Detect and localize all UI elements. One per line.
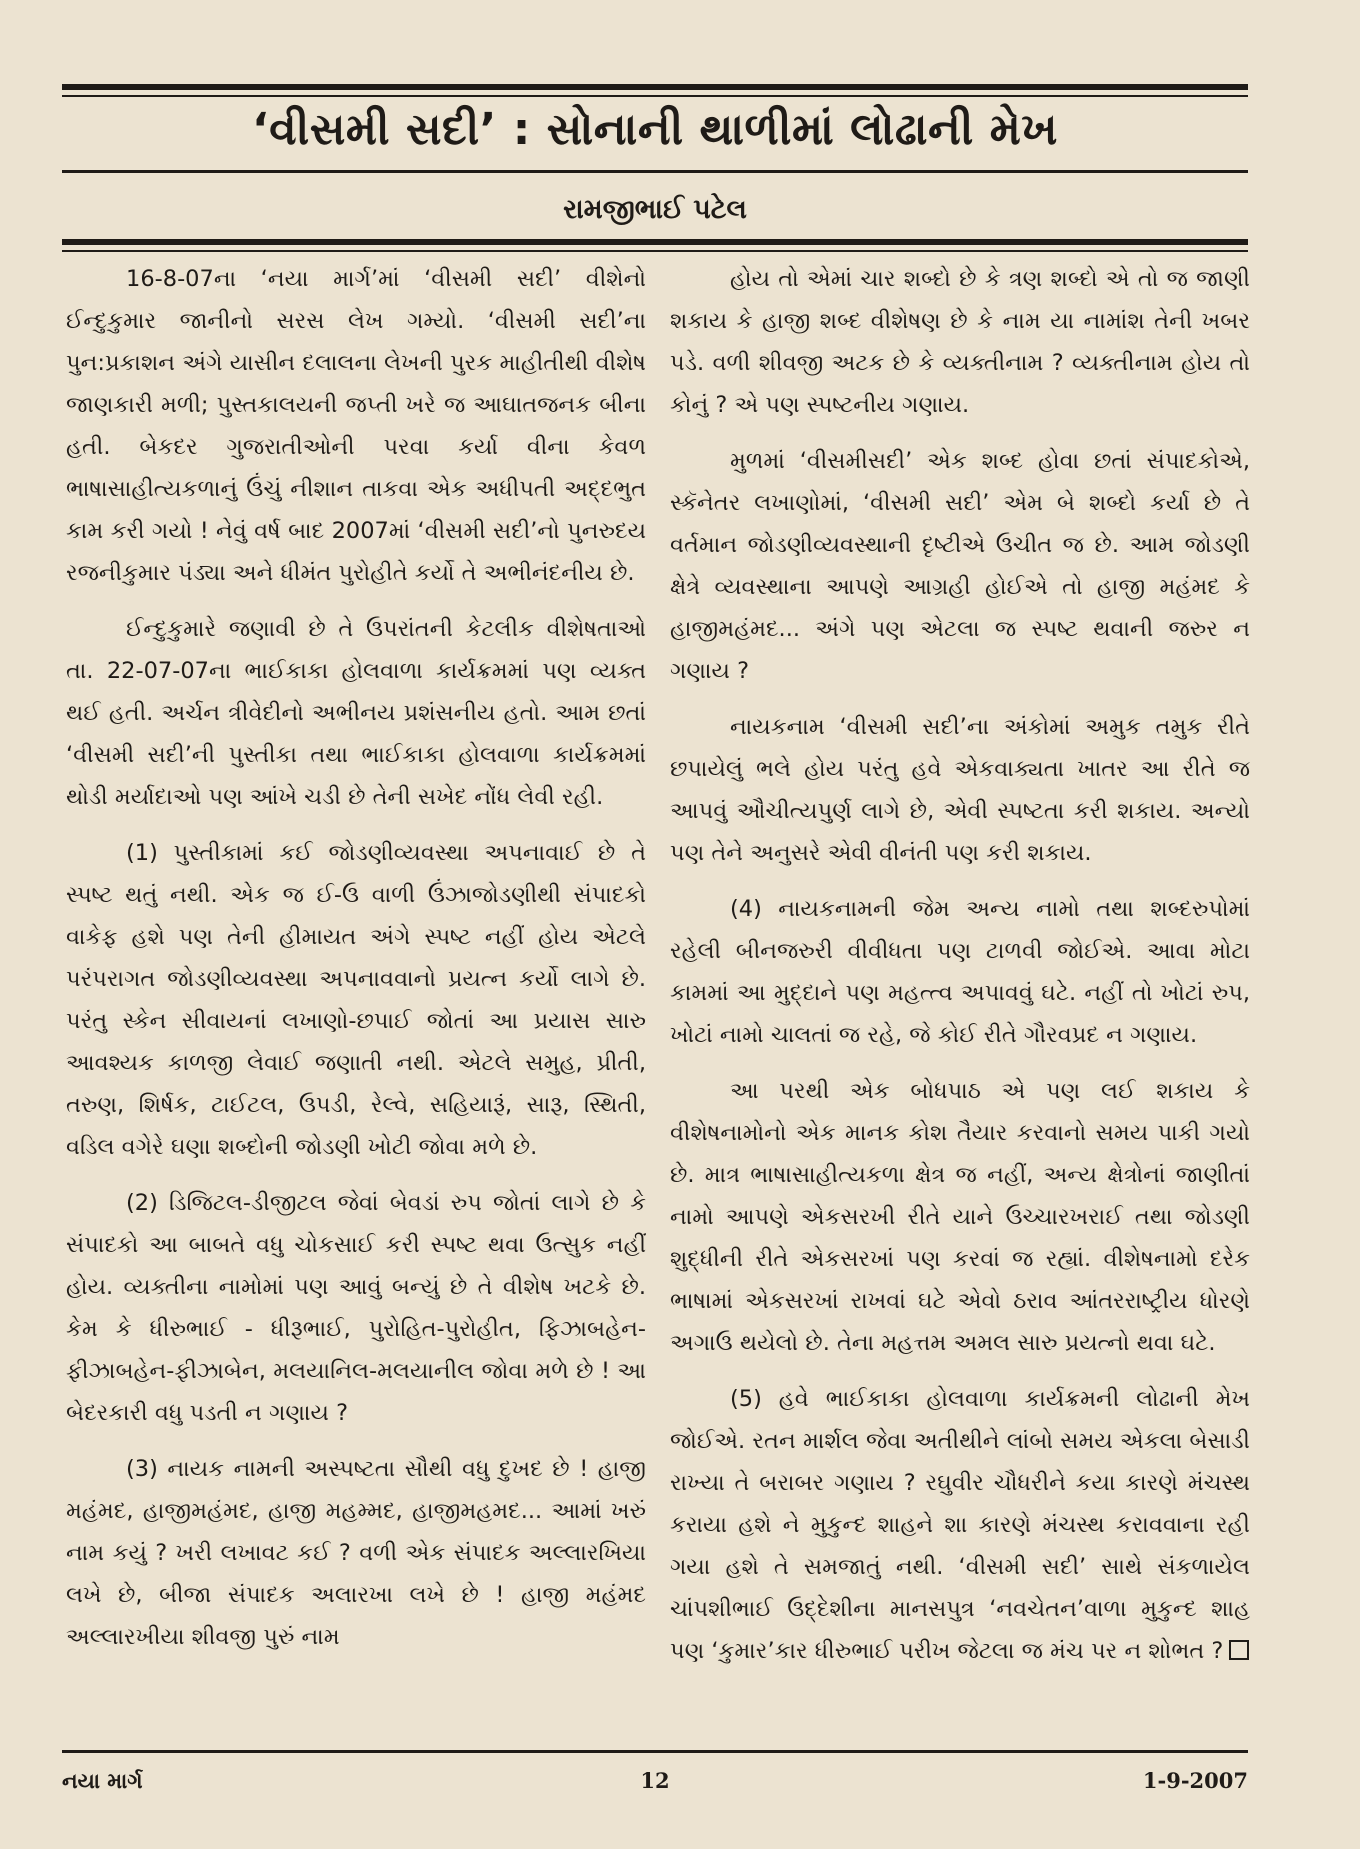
paragraph: (4) નાયકનામની જેમ અન્ય નામો તથા શબ્દરુપોમાં રહેલી બીનજરુરી વીવીધતા પણ ટાળવી જોઈએ. આવા મોટા કામમાં આ મુદ્દાને પણ મહત્ત્વ અપાવવું ઘટે. નહીં તો ખોટાં રુપ, ખોટાં નામો ચાલતાં જ રહે, જે કોઈ રીતે ગૌરવપ્રદ ન ગણાય. <box>670 896 1250 1048</box>
right-column <box>670 258 1250 1730</box>
paragraph: (2) ડિજિટલ-ડીજીટલ જેવાં બેવડાં રુપ જોતાં લાગે છે કે સંપાદકો આ બાબતે વધુ ચોકસાઈ કરી સ્પષ્ટ થવા ઉત્સુક નહીં હોય. વ્યક્તીના નામોમાં પણ આવું બન્યું છે તે વીશેષ ખટકે છે. કેમ કે ધીરુભાઈ - ધીરૂભાઈ, પુરોહિત-પુરોહીત, ફિઝાબહેન-ફીઝાબહેન-ફીઝાબેન, મલયાનિલ-મલયાનીલ જોવા મળે છે ! આ બેદરકારી વધુ પડતી ન ગણાય ? <box>66 1190 646 1426</box>
paragraph: 16-8-07ના ‘નયા માર્ગ’માં ‘વીસમી સદી’ વીશેનો ઈન્દુકુમાર જાનીનો સરસ લેખ ગમ્યો. ‘વીસમી સદી’ના પુન:પ્રકાશન અંગે યાસીન દલાલના લેખની પુરક માહીતીથી વીશેષ જાણકારી મળી; પુસ્તકાલયની જપ્તી ખરે જ આઘાતજનક બીના હતી. બેકદર ગુજરાતીઓની પરવા કર્યા વીના કેવળ ભાષાસાહીત્યકળાનું ઉંચું નીશાન તાકવા એક અધીપતી અદ્દભુત કામ કરી ગયો ! નેવું વર્ષ બાદ 2007માં ‘વીસમી સદી’નો પુનરુદય રજનીકુમાર પંડ્યા અને ધીમંત પુરોહીતે કર્યો તે અભીનંદનીય છે. <box>66 266 646 586</box>
article-author: રામજીભાઈ પટેલ <box>563 194 747 225</box>
paragraph: આ પરથી એક બોધપાઠ એ પણ લઈ શકાય કે વીશેષનામોનો એક માનક કોશ તૈયાર કરવાનો સમય પાકી ગયો છે. માત્ર ભાષાસાહીત્યકળા ક્ષેત્ર જ નહીં, અન્ય ક્ષેત્રોનાં જાણીતાં નામો આપણે એકસરખી રીતે યાને ઉચ્ચારખરાઈ તથા જોડણી શુદ્ધીની રીતે એકસરખાં પણ કરવાં જ રહ્યાં. વીશેષનામો દરેક ભાષામાં એકસરખાં રાખવાં ઘટે એવો ઠરાવ આંતરરાષ્ટ્રીય ધોરણે અગાઉ થયેલો છે. તેના મહત્તમ અમલ સારુ પ્રયત્નો થવા ઘટે. <box>670 1078 1250 1356</box>
paragraph: મુળમાં ‘વીસમીસદી’ એક શબ્દ હોવા છતાં સંપાદકોએ, સ્કૅનેતર લખાણોમાં, ‘વીસમી સદી’ એમ બે શબ્દો કર્યા છે તે વર્તમાન જોડણીવ્યવસ્થાની દૃષ્ટીએ ઉચીત જ છે. આમ જોડણી ક્ષેત્રે વ્યવસ્થાના આપણે આગ્રહી હોઈએ તો હાજી મહંમદ કે હાજીમહંમદ... અંગે પણ એટલા જ સ્પષ્ટ થવાની જરુર ન ગણાય ? <box>670 448 1250 684</box>
footer-page-number: 12 <box>640 1768 670 1793</box>
article-title: ‘વીસમી સદી’ : સોનાની થાળીમાં લોઢાની મેખ <box>252 104 1058 155</box>
footer-date: 1-9-2007 <box>1142 1768 1248 1793</box>
title-rule-top-thick <box>62 84 1248 90</box>
paragraph: નાયકનામ ‘વીસમી સદી’ના અંકોમાં અમુક તમુક રીતે છપાયેલું ભલે હોય પરંતુ હવે એકવાક્યતા ખાતર આ રીતે જ આપવું ઔચીત્યપુર્ણ લાગે છે, એવી સ્પષ્ટતા કરી શકાય. અન્યો પણ તેને અનુસરે એવી વીનંતી પણ કરી શકાય. <box>670 714 1250 866</box>
footer-publication: નયા માર્ગ <box>62 1768 143 1793</box>
paragraph-last <box>670 1378 1250 1672</box>
paragraph: હોય તો એમાં ચાર શબ્દો છે કે ત્રણ શબ્દો એ તો જ જાણી શકાય કે હાજી શબ્દ વીશેષણ છે કે નામ યા નામાંશ તેની ખબર પડે. વળી શીવજી અટક છે કે વ્યક્તીનામ ? વ્યક્તીનામ હોય તો કોનું ? એ પણ સ્પષ્ટનીય ગણાય. <box>670 266 1250 418</box>
paragraph: ઈન્દુકુમારે જણાવી છે તે ઉપરાંતની કેટલીક વીશેષતાઓ તા. 22-07-07ના ભાઈકાકા હોલવાળા કાર્યક્રમમાં પણ વ્યક્ત થઈ હતી. અર્ચન ત્રીવેદીનો અભીનય પ્રશંસનીય હતો. આમ છતાં ‘વીસમી સદી’ની પુસ્તીકા તથા ભાઈકાકા હોલવાળા કાર્યક્રમમાં થોડી મર્યાદાઓ પણ આંખે ચડી છે તેની સખેદ નોંધ લેવી રહી. <box>66 616 646 810</box>
title-rule-bottom <box>62 170 1248 173</box>
title-rule-top-thin <box>62 95 1248 97</box>
end-mark-box-icon <box>1229 1640 1249 1660</box>
footer-rule <box>62 1750 1248 1753</box>
page-footer <box>62 1768 1248 1808</box>
author-rule-thick <box>62 239 1248 245</box>
left-column <box>66 258 646 1730</box>
paragraph-text: (5) હવે ભાઈકાકા હોલવાળા કાર્યક્રમની લોઢાની મેખ જોઈએ. રતન માર્શલ જેવા અતીથીને લાંબો સમય એકલા બેસાડી રાખ્યા તે બરાબર ગણાય ? રઘુવીર ચૌધરીને કયા કારણે મંચસ્થ કરાયા હશે ને મુકુન્દ શાહને શા કારણે મંચસ્થ કરાવવાના રહી ગયા હશે તે સમજાતું નથી. ‘વીસમી સદી’ સાથે સંકળાયેલ ચાંપશીભાઈ ઉદ્દેશીના માનસપુત્ર ‘નવચેતન’વાળા મુકુન્દ શાહ પણ ‘કુમાર’કાર ધીરુભાઈ પરીખ જેટલા જ મંચ પર ન શોભત ? <box>670 1386 1250 1664</box>
author-rule-thin <box>62 250 1248 252</box>
paragraph: (3) નાયક નામની અસ્પષ્ટતા સૌથી વધુ દુખદ છે ! હાજી મહંમદ, હાજીમહંમદ, હાજી મહમ્મદ, હાજીમહમદ... આમાં ખરું નામ કયું ? ખરી લખાવટ કઈ ? વળી એક સંપાદક અલ્લારખિયા લખે છે, બીજા સંપાદક અલારખા લખે છે ! હાજી મહંમદ અલ્લારખીયા શીવજી પુરું નામ <box>66 1456 646 1650</box>
paragraph: (1) પુસ્તીકામાં કઈ જોડણીવ્યવસ્થા અપનાવાઈ છે તે સ્પષ્ટ થતું નથી. એક જ ઈ-ઉ વાળી ઉંઝાજોડણીથી સંપાદકો વાકેફ હશે પણ તેની હીમાયત અંગે સ્પષ્ટ નહીં હોય એટલે પરંપરાગત જોડણીવ્યવસ્થા અપનાવવાનો પ્રયત્ન કર્યો લાગે છે. પરંતુ સ્કેન સીવાયનાં લખાણો-છપાઈ જોતાં આ પ્રયાસ સારુ આવશ્યક કાળજી લેવાઈ જણાતી નથી. એટલે સમુહ, પ્રીતી, તરુણ, શિર્ષક, ટાઈટલ, ઉપડી, રેલ્વે, સહિયારૂં, સારૂ, સ્થિતી, વડિલ વગેરે ઘણા શબ્દોની જોડણી ખોટી જોવા મળે છે. <box>66 840 646 1160</box>
